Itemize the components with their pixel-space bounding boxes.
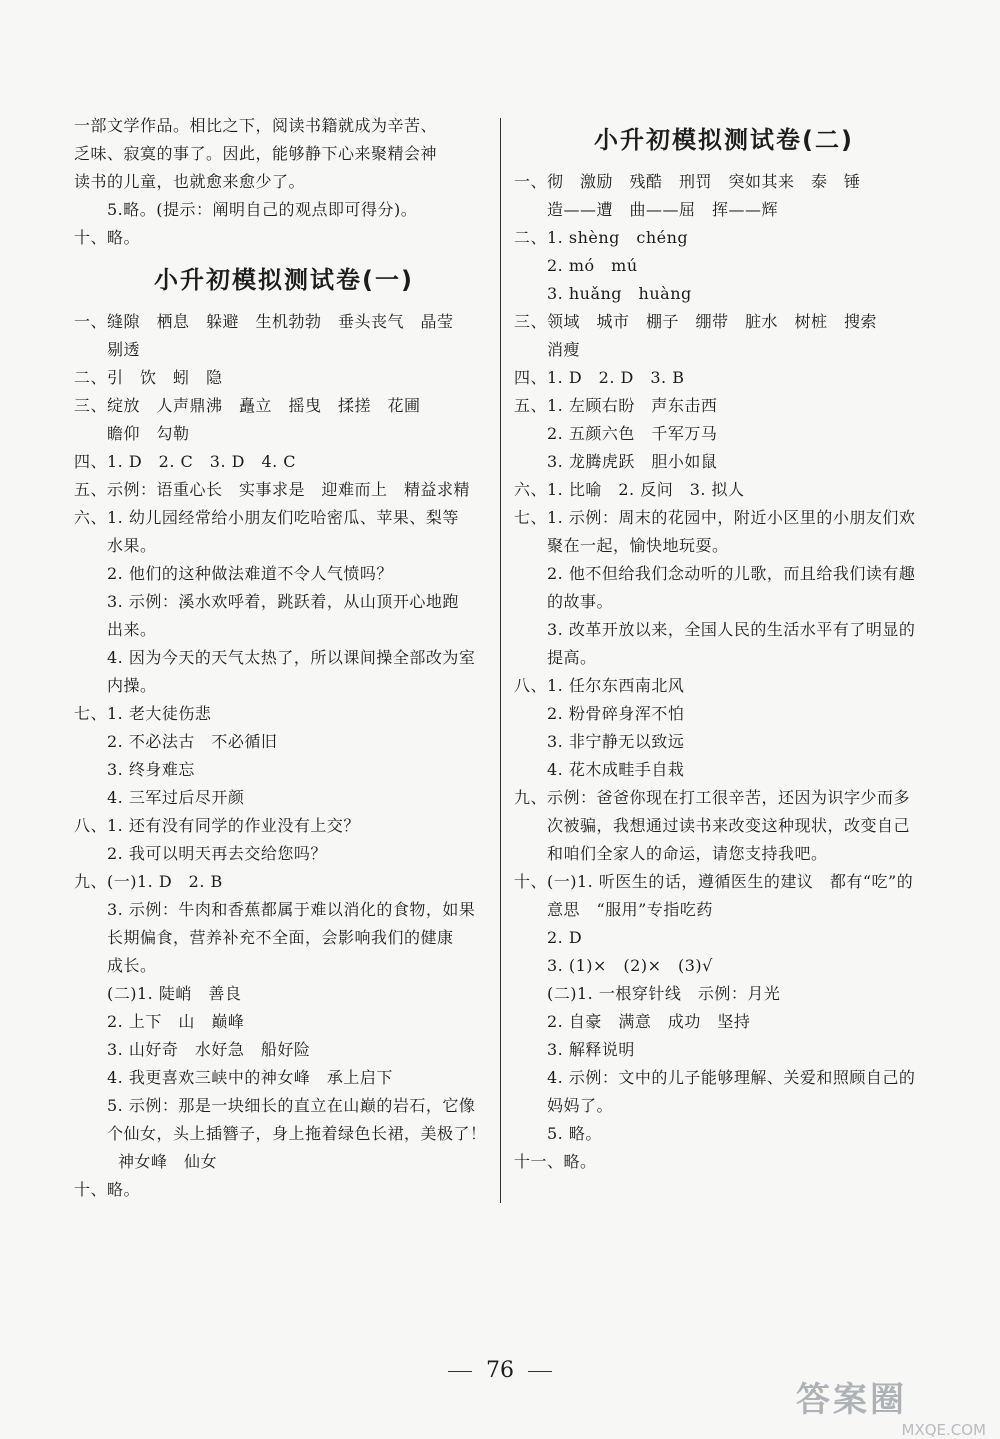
text-line: 2. 他不但给我们念动听的儿歌，而且给我们读有趣 xyxy=(547,564,916,583)
text-line: 三、领域 城市 棚子 绷带 脏水 树桩 搜索 xyxy=(514,312,878,331)
text-line: 3. 终身难忘 xyxy=(107,760,195,779)
text-line: 5. 略。 xyxy=(547,1124,602,1143)
section-title: 小升初模拟测试卷(二) xyxy=(594,126,854,154)
text-line: 2. 粉骨碎身浑不怕 xyxy=(547,704,685,723)
text-line: 3. 改革开放以来，全国人民的生活水平有了明显的 xyxy=(547,620,916,639)
dash-left xyxy=(448,1371,472,1372)
text-line: 瞻仰 勾勒 xyxy=(107,424,190,443)
text-line: 5. 示例：那是一块细长的直立在山巅的岩石，它像 xyxy=(107,1096,476,1115)
text-line: 4. 示例：文中的儿子能够理解、关爱和照顾自己的 xyxy=(547,1068,916,1087)
text-line: 六、1. 幼儿园经常给小朋友们吃哈密瓜、苹果、梨等 xyxy=(74,508,459,527)
text-line: 成长。 xyxy=(107,956,157,975)
text-line: 五、1. 左顾右盼 声东击西 xyxy=(514,396,718,415)
text-line: 3. 示例：溪水欢呼着，跳跃着，从山顶开心地跑 xyxy=(107,592,459,611)
text-line: 2. 五颜六色 千军万马 xyxy=(547,424,718,443)
text-line: 4. 因为今天的天气太热了，所以课间操全部改为室 xyxy=(107,648,476,667)
text-line: 个仙女，头上插簪子，身上拖着绿色长裙，美极了！ xyxy=(107,1124,487,1143)
text-line: 2. 自豪 满意 成功 坚持 xyxy=(547,1012,751,1031)
right-column xyxy=(514,112,934,1176)
text-line: 五、示例：语重心长 实事求是 迎难而上 精益求精 xyxy=(74,480,471,499)
text-line: 3. 龙腾虎跃 胆小如鼠 xyxy=(547,452,718,471)
text-line: 妈妈了。 xyxy=(547,1096,614,1115)
text-line: 提高。 xyxy=(547,648,597,667)
text-line: 十、略。 xyxy=(74,228,141,247)
text-line: 九、示例：爸爸你现在打工很辛苦，还因为识字少而多 xyxy=(514,788,911,807)
text-line: 一、彻 激励 残酷 刑罚 突如其来 泰 锤 xyxy=(514,172,861,191)
text-line: 2. mó mú xyxy=(547,256,638,275)
section-title: 小升初模拟测试卷(一) xyxy=(154,266,414,294)
text-line: 七、1. 老大徒伤悲 xyxy=(74,704,212,723)
text-line: 三、绽放 人声鼎沸 矗立 摇曳 揉搓 花圃 xyxy=(74,396,421,415)
text-line: 3. huǎng huàng xyxy=(547,284,692,303)
column-divider xyxy=(500,118,501,1203)
text-line: 一、缝隙 栖息 躲避 生机勃勃 垂头丧气 晶莹 xyxy=(74,312,454,331)
text-line: 十、(一)1. 听医生的话，遵循医生的建议 都有“吃”的 xyxy=(514,872,914,891)
text-line: 意思 “服用”专指吃药 xyxy=(547,900,713,919)
text-line: 4. 三军过后尽开颜 xyxy=(107,788,245,807)
dash-right xyxy=(528,1371,552,1372)
text-line: 出来。 xyxy=(107,620,157,639)
text-line: 九、(一)1. D 2. B xyxy=(74,872,223,891)
text-line: 八、1. 还有没有同学的作业没有上交？ xyxy=(74,816,360,835)
text-line: 长期偏食，营养补充不全面，会影响我们的健康 xyxy=(107,928,454,947)
text-line: 聚在一起，愉快地玩耍。 xyxy=(547,536,729,555)
text-line: 3. 解释说明 xyxy=(547,1040,635,1059)
text-line: 4. 花木成畦手自栽 xyxy=(547,760,685,779)
text-line: 四、1. D 2. C 3. D 4. C xyxy=(74,452,297,471)
text-line: 四、1. D 2. D 3. B xyxy=(514,368,685,387)
text-line: 读书的儿童，也就愈来愈少了。 xyxy=(74,172,306,191)
text-line: 和咱们全家人的命运，请您支持我吧。 xyxy=(547,844,828,863)
text-line: 2. 不必法古 不必循旧 xyxy=(107,732,278,751)
text-line: 2. D xyxy=(547,928,583,947)
text-line: 造——遭 曲——屈 挥——辉 xyxy=(547,200,779,219)
text-line: 八、1. 任尔东西南北风 xyxy=(514,676,685,695)
text-line: 一部文学作品。相比之下，阅读书籍就成为辛苦、 xyxy=(74,116,438,135)
text-line: 次被骗，我想通过读书来改变这种现状，改变自己 xyxy=(547,816,911,835)
page-number-text: 76 xyxy=(486,1358,514,1383)
text-line: 2. 他们的这种做法难道不令人气愤吗？ xyxy=(107,564,393,583)
text-line: 2. 上下 山 巅峰 xyxy=(107,1012,245,1031)
watermark-text: 答案圈 xyxy=(796,1380,907,1420)
text-line: 乏味、寂寞的事了。因此，能够静下心来聚精会神 xyxy=(74,144,438,163)
text-line: 十、略。 xyxy=(74,1180,141,1199)
text-line: 剔透 xyxy=(107,340,141,359)
text-line: 消瘦 xyxy=(547,340,581,359)
text-line: 十一、略。 xyxy=(514,1152,597,1171)
text-line: 神女峰 仙女 xyxy=(118,1152,218,1171)
text-line: 二、1. shèng chéng xyxy=(514,228,689,247)
text-line: 3. 山好奇 水好急 船好险 xyxy=(107,1040,311,1059)
text-line: (二)1. 陡峭 善良 xyxy=(107,984,242,1003)
watermark-logo xyxy=(796,1372,986,1439)
text-line: 3. (1)× (2)× (3)√ xyxy=(547,956,713,975)
watermark-url: MXQE.COM xyxy=(901,1421,986,1439)
text-line: 4. 我更喜欢三峡中的神女峰 承上启下 xyxy=(107,1068,393,1087)
text-line: 二、引 饮 蚓 隐 xyxy=(74,368,223,387)
text-line: 六、1. 比喻 2. 反问 3. 拟人 xyxy=(514,480,745,499)
text-line: 七、1. 示例：周末的花园中，附近小区里的小朋友们欢 xyxy=(514,508,916,527)
text-line: (二)1. 一根穿针线 示例：月光 xyxy=(547,984,781,1003)
left-column xyxy=(74,112,494,1204)
text-line: 2. 我可以明天再去交给您吗？ xyxy=(107,844,327,863)
text-line: 内操。 xyxy=(107,676,157,695)
text-line: 水果。 xyxy=(107,536,157,555)
text-line: 3. 非宁静无以致远 xyxy=(547,732,685,751)
text-line: 的故事。 xyxy=(547,592,614,611)
text-line: 3. 示例：牛肉和香蕉都属于难以消化的食物，如果 xyxy=(107,900,476,919)
text-line: 5.略。(提示：阐明自己的观点即可得分)。 xyxy=(107,200,418,219)
